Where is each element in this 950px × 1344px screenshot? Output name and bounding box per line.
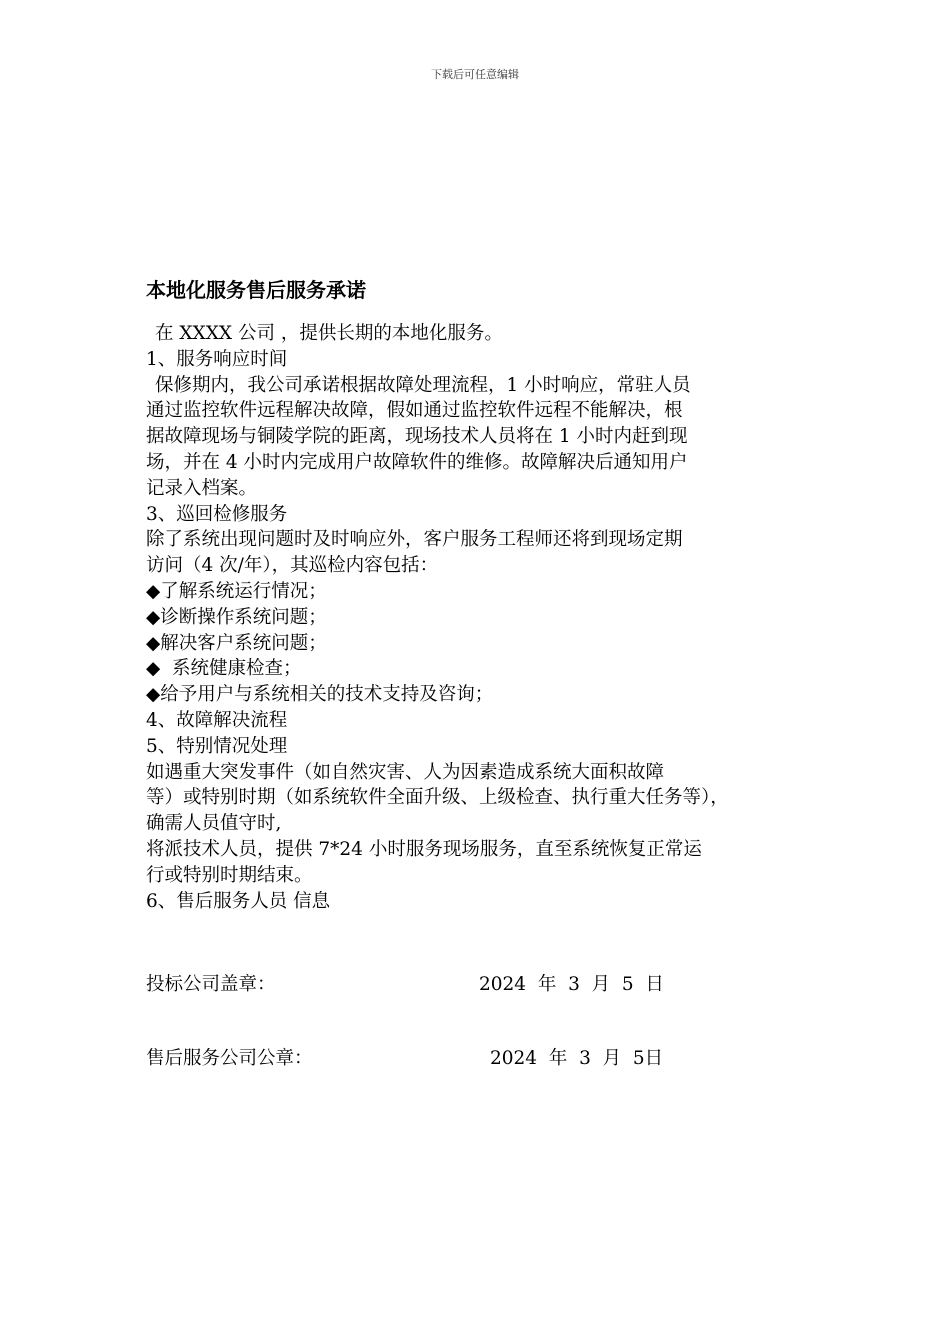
signature-date: 2024 年 3 月 5日 bbox=[490, 1048, 664, 1069]
section-3-line: 访问（4 次/年），其巡检内容包括： bbox=[146, 555, 439, 577]
document-body bbox=[146, 321, 814, 914]
section-3-heading: 3、巡回检修服务 bbox=[146, 503, 288, 525]
bullet-item: ◆给予用户与系统相关的技术支持及咨询； bbox=[146, 684, 494, 706]
document-title: 本地化服务售后服务承诺 bbox=[146, 278, 366, 302]
bullet-item: ◆解决客户系统问题； bbox=[146, 632, 327, 654]
bullet-item: ◆诊断操作系统问题； bbox=[146, 606, 327, 628]
bullet-item: ◆ 系统健康检查； bbox=[146, 658, 302, 680]
signature-row-bidder bbox=[146, 970, 664, 996]
section-6-heading: 6、售后服务人员 信息 bbox=[146, 890, 331, 912]
section-1-line: 记录入档案。 bbox=[146, 477, 258, 499]
section-5-line: 行或特别时期结束。 bbox=[146, 864, 313, 886]
section-1-line: 保修期内，我公司承诺根据故障处理流程，1 小时响应，常驻人员 bbox=[155, 374, 691, 396]
section-3-line: 除了系统出现问题时及时响应外，客户服务工程师还将到现场定期 bbox=[146, 529, 683, 551]
section-4-heading: 4、故障解决流程 bbox=[146, 709, 288, 731]
bullet-item: ◆了解系统运行情况； bbox=[146, 580, 327, 602]
intro-paragraph: 在 XXXX 公司 ，提供长期的本地化服务。 bbox=[155, 323, 503, 344]
section-5-line: 如遇重大突发事件（如自然灾害、人为因素造成系统大面积故障 bbox=[146, 761, 665, 783]
section-1-line: 据故障现场与铜陵学院的距离，现场技术人员将在 1 小时内赶到现 bbox=[146, 426, 688, 448]
section-1-line: 场，并在 4 小时内完成用户故障软件的维修。故障解决后通知用户 bbox=[146, 451, 688, 473]
section-5-line: 将派技术人员，提供 7*24 小时服务现场服务，直至系统恢复正常运 bbox=[146, 838, 702, 860]
header-note: 下载后可任意编辑 bbox=[431, 68, 519, 81]
signature-date: 2024 年 3 月 5 日 bbox=[479, 974, 664, 995]
section-5-heading: 5、特别情况处理 bbox=[146, 735, 288, 757]
section-5-line: 等）或特别时期（如系统软件全面升级、上级检查、执行重大任务等）， bbox=[146, 787, 729, 809]
signature-label: 投标公司盖章： bbox=[146, 974, 276, 995]
signature-label: 售后服务公司公章： bbox=[146, 1048, 313, 1069]
section-5-line: 确需人员值守时, bbox=[146, 813, 282, 835]
section-1-heading: 1、服务响应时间 bbox=[146, 348, 288, 370]
section-1-line: 通过监控软件远程解决故障，假如通过监控软件远程不能解决，根 bbox=[146, 400, 683, 422]
signature-row-service bbox=[146, 1044, 664, 1070]
